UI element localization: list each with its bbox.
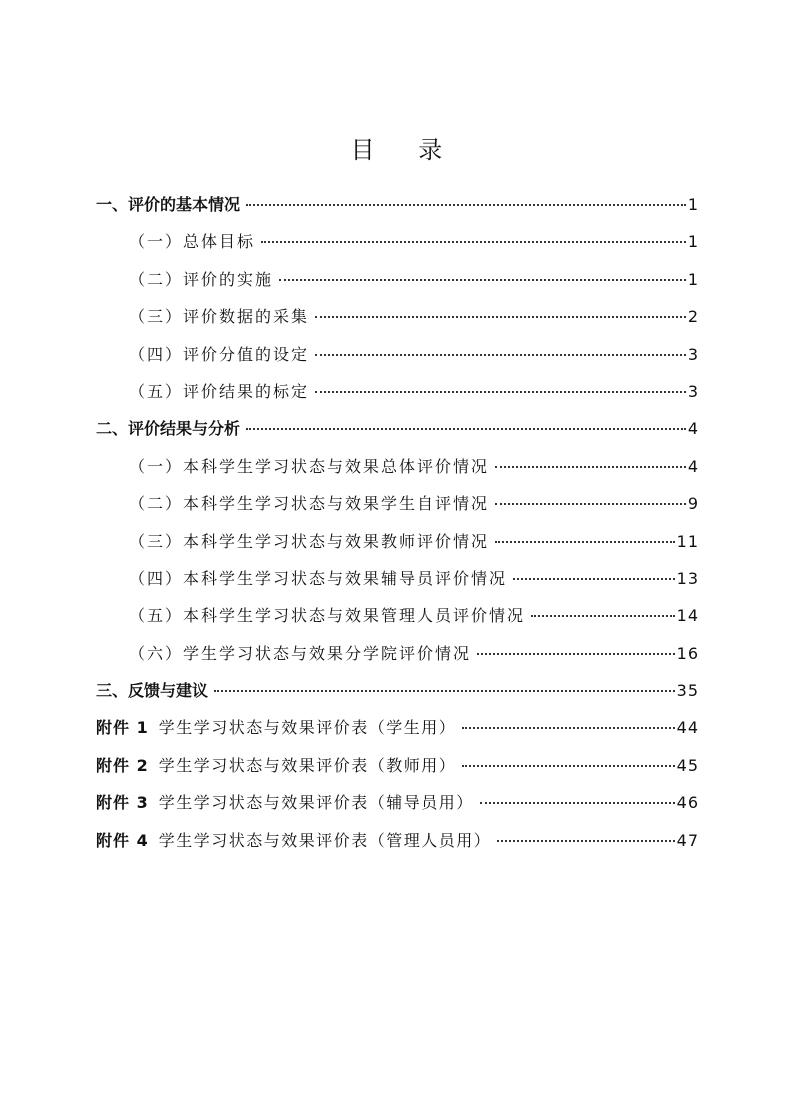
dot-leader <box>279 279 686 281</box>
toc-entry-label: （五）本科学生学习状态与效果管理人员评价情况 <box>129 606 526 626</box>
dot-leader <box>531 615 675 617</box>
dot-leader <box>261 241 686 243</box>
toc-page-number: 44 <box>676 718 699 738</box>
toc-entry[interactable] <box>96 261 699 298</box>
toc-page-number: 1 <box>687 195 699 214</box>
appendix-number: 附件 2 <box>96 755 149 775</box>
toc-entry-label: 学生学习状态与效果评价表（辅导员用） <box>158 793 474 813</box>
dot-leader <box>315 354 686 356</box>
dot-leader <box>495 541 675 543</box>
toc-page-number: 4 <box>687 419 699 439</box>
toc-entry[interactable] <box>96 373 699 410</box>
toc-entry-label: （一）总体目标 <box>129 232 256 252</box>
toc-entry[interactable] <box>96 560 699 597</box>
dot-leader <box>246 204 686 206</box>
toc-entry[interactable] <box>96 448 699 485</box>
dot-leader <box>315 316 686 318</box>
toc-entry[interactable] <box>96 298 699 335</box>
toc-appendix-entry[interactable] <box>96 709 699 746</box>
toc-entry[interactable] <box>96 635 699 672</box>
toc-page-number: 2 <box>687 307 699 327</box>
appendix-number: 附件 4 <box>96 830 149 850</box>
table-of-contents <box>96 186 699 859</box>
appendix-number: 附件 3 <box>96 793 149 813</box>
toc-entry[interactable] <box>96 672 699 709</box>
dot-leader <box>495 466 686 468</box>
toc-page-number: 16 <box>676 643 699 663</box>
toc-page-number: 47 <box>676 830 699 850</box>
toc-page-number: 9 <box>687 494 699 514</box>
toc-entry-label: 一、评价的基本情况 <box>96 195 241 214</box>
toc-entry-label: 学生学习状态与效果评价表（管理人员用） <box>158 830 492 850</box>
toc-page-number: 13 <box>676 568 699 588</box>
dot-leader <box>246 428 686 430</box>
toc-appendix-entry[interactable] <box>96 784 699 821</box>
toc-page-number: 14 <box>676 606 699 626</box>
toc-entry-label: 二、评价结果与分析 <box>96 419 241 439</box>
toc-entry[interactable] <box>96 410 699 447</box>
dot-leader <box>495 503 686 505</box>
dot-leader <box>462 727 674 729</box>
toc-entry[interactable] <box>96 186 699 223</box>
toc-entry[interactable] <box>96 223 699 260</box>
dot-leader <box>462 765 674 767</box>
toc-entry-label: （四）本科学生学习状态与效果辅导员评价情况 <box>129 568 508 588</box>
toc-entry[interactable] <box>96 523 699 560</box>
page-title: 目 录 <box>350 136 461 165</box>
dot-leader <box>513 578 675 580</box>
toc-entry-label: （三）本科学生学习状态与效果教师评价情况 <box>129 531 490 551</box>
dot-leader <box>315 391 686 393</box>
toc-appendix-entry[interactable] <box>96 747 699 784</box>
dot-leader <box>477 653 675 655</box>
toc-page-number: 1 <box>687 269 699 289</box>
toc-entry-label: （三）评价数据的采集 <box>129 307 310 327</box>
dot-leader <box>214 690 675 692</box>
toc-appendix-entry[interactable] <box>96 822 699 859</box>
toc-entry-label: 三、反馈与建议 <box>96 681 209 701</box>
toc-page-number: 1 <box>687 232 699 252</box>
dot-leader <box>497 840 674 842</box>
toc-page-number: 3 <box>687 344 699 364</box>
toc-page-number: 45 <box>676 755 699 775</box>
toc-entry-label: 学生学习状态与效果评价表（教师用） <box>158 755 457 775</box>
toc-page-number: 3 <box>687 381 699 401</box>
toc-page-number: 46 <box>676 793 699 813</box>
toc-entry-label: （四）评价分值的设定 <box>129 344 310 364</box>
toc-entry[interactable] <box>96 336 699 373</box>
toc-page-number: 4 <box>687 456 699 476</box>
toc-entry-label: 学生学习状态与效果评价表（学生用） <box>158 718 457 738</box>
toc-entry-label: （二）评价的实施 <box>129 269 274 289</box>
toc-entry[interactable] <box>96 597 699 634</box>
dot-leader <box>480 802 675 804</box>
toc-entry-label: （六）学生学习状态与效果分学院评价情况 <box>129 643 472 663</box>
toc-page-number: 11 <box>676 531 699 551</box>
appendix-number: 附件 1 <box>96 718 149 738</box>
toc-page-number: 35 <box>676 681 699 701</box>
toc-entry[interactable] <box>96 485 699 522</box>
toc-entry-label: （一）本科学生学习状态与效果总体评价情况 <box>129 456 490 476</box>
toc-entry-label: （二）本科学生学习状态与效果学生自评情况 <box>129 494 490 514</box>
toc-entry-label: （五）评价结果的标定 <box>129 381 310 401</box>
